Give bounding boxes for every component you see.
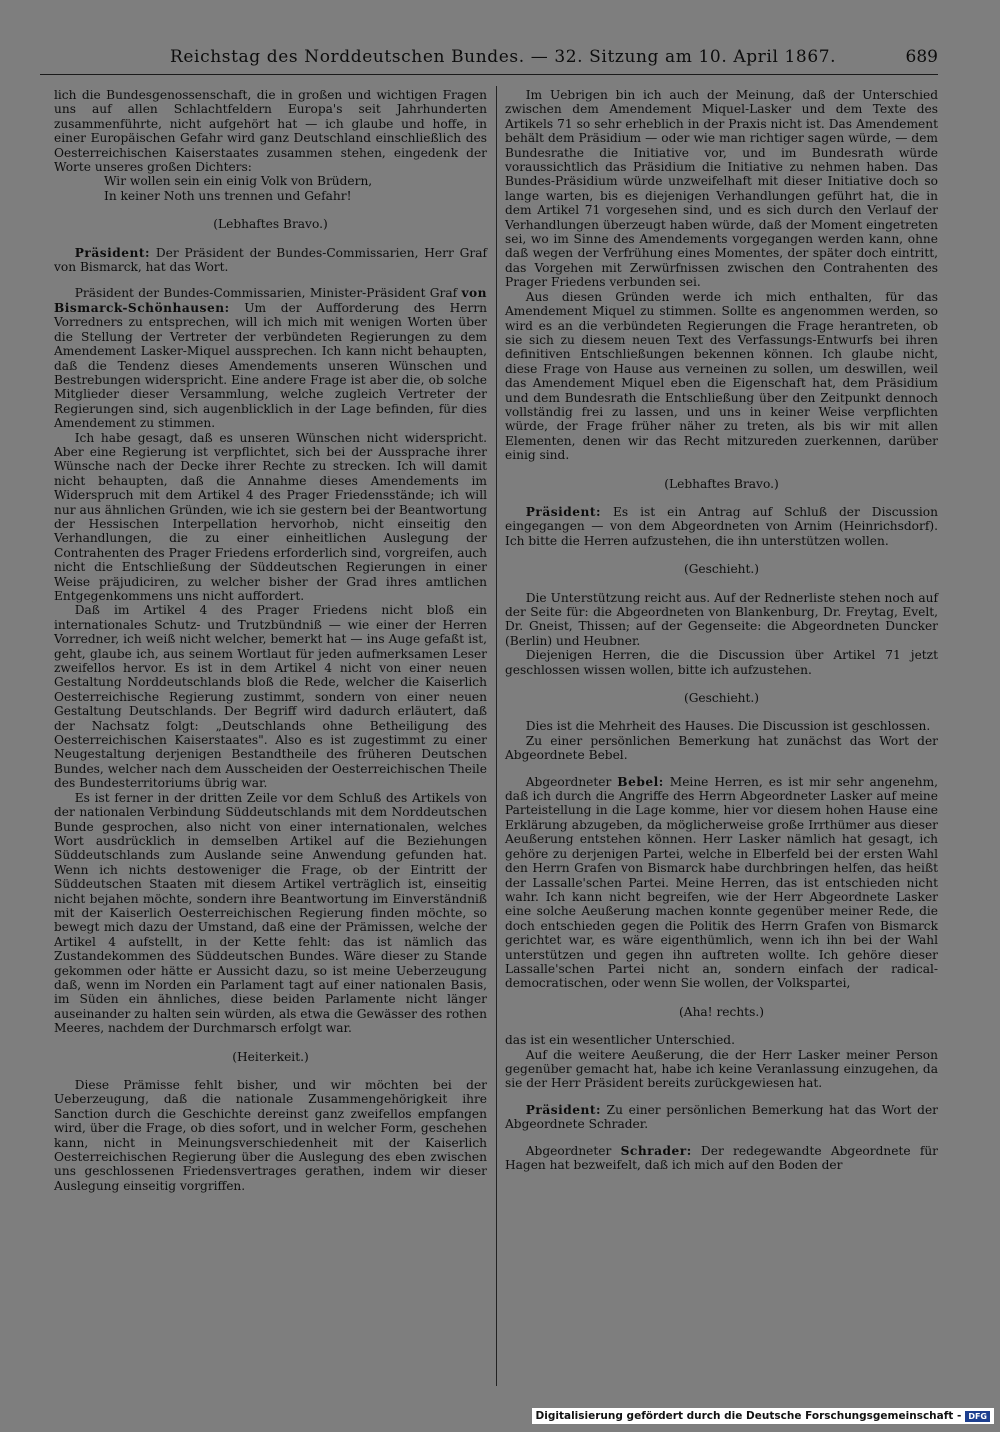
stage-direction: (Geschieht.) bbox=[683, 691, 760, 706]
speaker-name: Präsident: bbox=[74, 245, 150, 260]
speaker-name: von Bismarck-Schönhausen: bbox=[54, 286, 488, 315]
paragraph bbox=[505, 505, 938, 548]
paragraph: Diese Prämisse fehlt bisher, und wir möchten bei der Ueberzeugung, daß die nationale Zusammengehörigkeit ihre Sanction durch die Geschichte dereinst ganz zweifellos empfangen wird, über die Frage, ob dies sofort, und in welcher Form, geschehen kann, nicht in Meinungsverschiedenheit mit der Kaiserlich Oesterreichischen Regierung über die Auslegung des eben zwischen uns geschlossenen Friedensvertrages gerathen, indem wir dieser Auslegung einseitig vorgriffen. bbox=[54, 1078, 487, 1193]
stage-direction: (Lebhaftes Bravo.) bbox=[664, 476, 779, 491]
paragraph: Dies ist die Mehrheit des Hauses. Die Discussion ist geschlossen. bbox=[525, 719, 931, 734]
paragraph: Aus diesen Gründen werde ich mich enthalten, für das Amendement Miquel zu stimmen. Sollte es angenommen werden, so wird es an die verbündeten Regierungen die Frage herantreten, ob sie sich zu diesem neuen Text des Verfassungs-Entwurfs bei ihren definitiven Entschließungen bekennen können. Ich glaube nicht, diese Frage von Hause aus verneinen zu sollen, um deswillen, weil das Amendement Miquel eben die Eigenschaft hat, dem Präsidium und dem Bundesrath die Entschließung über den Zeitpunkt dennoch vollständig frei zu lassen, und uns in keiner Weise verpflichten würde, der Frage früher näher zu treten, als bis wir mit allen Elementen, denen wir das Recht mitzureden zuerkennen, darüber einig sind. bbox=[505, 289, 938, 463]
paragraph: lich die Bundesgenossenschaft, die in großen und wichtigen Fragen uns auf allen Schlachtfeldern Europa's seit Jahrhunderten zusammenführte, nicht aufgehört hat — ich glaube und hoffe, in einer Europäischen Gefahr wird ganz Deutschland einschließlich des Oesterreichischen Kaiserstaates zusammen stehen, eingedenk der Worte unseres großen Dichters: bbox=[54, 88, 487, 175]
speaker-name: Präsident: bbox=[525, 1102, 601, 1117]
speech-text: Zu einer persönlichen Bemerkung hat das Wort der Abgeordnete Schrader. bbox=[505, 1102, 938, 1132]
speech-text: Meine Herren, es ist mir sehr angenehm, daß ich durch die Angriffe des Herrn Abgeordneter Lasker auf meine Parteistellung in die Lage komme, hier vor diesem hohen Hause eine Erklärung abzugeben, da möglicherweise große Irrthümer aus dieser Aeußerung entstehen können. Herr Lasker nämlich hat gesagt, ich gehöre zu derjenigen Partei, welche in Elberfeld bei der ersten Wahl den Herrn Grafen von Bismarck habe durchbringen helfen, das heißt der Lassalle'schen Partei. Meine Herren, das ist entschieden nicht wahr. Ich kann nicht begreifen, wie der Herr Abgeordnete Lasker eine solche Aeußerung machen konnte gegenüber meiner Rede, die doch entschieden gegen die Politik des Herrn Grafen von Bismarck gerichtet war, es wäre eigenthümlich, wenn ich ihn bei der Wahl unterstützen und gegen ihn auftreten wollte. Ich gehöre dieser Lassalle'schen Partei nicht an, sondern einfach der radical-democratischen, oder wenn Sie wollen, der Volkspartei, bbox=[505, 774, 938, 991]
speech-text: Der redegewandte Abgeordnete für Hagen hat bezweifelt, daß ich mich auf den Boden der bbox=[505, 1143, 939, 1172]
speaker-intro: Präsident der Bundes-Commissarien, Minister-Präsident Graf bbox=[74, 286, 458, 301]
speaker-intro: Abgeordneter bbox=[525, 1143, 612, 1158]
verse-line: In keiner Noth uns trennen und Gefahr! bbox=[104, 188, 352, 203]
stage-direction: (Heiterkeit.) bbox=[232, 1049, 309, 1064]
paragraph: Ich habe gesagt, daß es unseren Wünschen nicht widerspricht. Aber eine Regierung ist verpflichtet, sich bei der Aussprache ihrer Wünsche nach der Decke ihrer Rechte zu strecken. Ich will damit nicht behaupten, daß die Annahme dieses Amendements im Widerspruch mit dem Artikel 4 des Prager Friedensstände; ich will nur aus ähnlichen Gründen, wie ich sie gestern bei der Beantwortung der Hessischen Interpellation hervorhob, nicht einseitig den Verhandlungen, die zu einer einheitlichen Auslegung der Contrahenten des Prager Friedens erforderlich sind, vorgreifen, auch nicht die Entschließung der Süddeutschen Regierungen in einer Weise präjudiciren, zu welcher bisher der Grad ihres amtlichen Entgegenkommens uns nicht auffordert. bbox=[54, 430, 487, 603]
running-title: Reichstag des Norddeutschen Bundes. — 32. Sitzung am 10. April 1867. bbox=[170, 47, 837, 67]
column-divider bbox=[496, 86, 497, 1386]
paragraph: Daß im Artikel 4 des Prager Friedens nicht bloß ein internationales Schutz- und Trutzbündniß — wie einer der Herren Vorredner, ich weiß nicht welcher, bemerkt hat — ins Auge gefaßt ist, geht, glaube ich, aus seinem Wortlaut für jeden aufmerksamen Leser zweifellos hervor. Es ist in dem Artikel 4 nicht von einer neuen Gestaltung Norddeutschlands bloß die Rede, welcher die Kaiserlich Oesterreichische Regierung zustimmt, sondern von einer neuen Gestaltung Deutschlands. Der Begriff wird dadurch erläutert, daß der Nachsatz folgt: „Deutschlands ohne Betheiligung des Oesterreichischen Kaiserstaates". Also es ist zugestimmt zu einer Neugestaltung derjenigen Bestandtheile des früheren Deutschen Bundes, welcher nach dem Ausscheiden der Oesterreichischen Theile des Bundesterritoriums übrig war. bbox=[54, 603, 487, 791]
stage-direction: (Lebhaftes Bravo.) bbox=[213, 217, 328, 232]
right-column bbox=[505, 88, 938, 1172]
paragraph: Auf die weitere Aeußerung, die der Herr Lasker meiner Person gegenüber gemacht hat, habe ich keine Veranlassung einzugehen, da sie der Herr Präsident bereits zurückgewiesen hat. bbox=[505, 1047, 938, 1091]
speaker-name: Bebel: bbox=[617, 774, 664, 789]
speaker-intro: Abgeordneter bbox=[525, 774, 612, 789]
paragraph bbox=[505, 1144, 938, 1173]
funding-footer bbox=[532, 1408, 994, 1424]
speaker-name: Schrader: bbox=[620, 1143, 692, 1158]
speech-text: Um der Aufforderung des Herrn Vorredners zu entsprechen, will ich mich mit wenigen Worten über die Stellung der Vertreter der verbündeten Regierungen zu dem Amendement Lasker-Miquel aussprechen. Ich kann nicht behaupten, daß die Tendenz dieses Amendements unseren Wünschen und Bestrebungen widerspricht. Eine andere Frage ist aber die, ob solche Mitglieder dieser Versammlung, welche zugleich Vertreter der Regierungen sind, sich augenblicklich in der Lage befinden, für dies Amendement zu stimmen. bbox=[54, 300, 488, 431]
paragraph bbox=[505, 1103, 938, 1132]
page-header bbox=[40, 44, 938, 75]
dfg-logo: DFG bbox=[965, 1411, 990, 1422]
paragraph: Diejenigen Herren, die die Discussion über Artikel 71 jetzt geschlossen wissen wollen, bitte ich aufzustehen. bbox=[505, 648, 938, 677]
stage-direction: (Geschieht.) bbox=[683, 562, 760, 577]
paragraph: Im Uebrigen bin ich auch der Meinung, daß der Unterschied zwischen dem Amendement Miquel-Lasker und dem Texte des Artikels 71 so sehr erheblich in der Praxis nicht ist. Das Amendement behält dem Präsidium — oder wie man richtiger sagen würde, — dem Bundesrathe die Initiative vor, und im Bundesrath würde voraussichtlich das Präsidium die Initiative zu nehmen haben. Das Bundes-Präsidium würde unzweifelhaft mit dieser Initiative doch so lange warten, bis es diejenigen Verhandlungen geführt hat, die in dem Artikel 71 vorgesehen sind, und es sich durch den Verlauf der Verhandlungen überzeugt haben würde, daß der Moment eingetreten sei, wo im Sinne des Amendements vorgegangen werden kann, ohne daß wegen der Verfrühung eines Momentes, der später doch eintritt, das Vorgehen mit Zerwürfnissen zwischen den Contrahenten des Prager Friedens verbunden sei. bbox=[505, 88, 938, 290]
paragraph: das ist ein wesentlicher Unterschied. bbox=[505, 1033, 735, 1048]
stage-direction: (Aha! rechts.) bbox=[679, 1004, 764, 1019]
footer-text: Digitalisierung gefördert durch die Deutsche Forschungsgemeinschaft - bbox=[535, 1410, 962, 1422]
speech-text: Es ist ein Antrag auf Schluß der Discussion eingegangen — von dem Abgeordneten von Arnim (Heinrichsdorf). Ich bitte die Herren aufzustehen, die ihn unterstützen wollen. bbox=[505, 504, 938, 548]
paragraph: Die Unterstützung reicht aus. Auf der Rednerliste stehen noch auf der Seite für: die Abgeordneten von Blankenburg, Dr. Freytag, Evelt, Dr. Gneist, Thissen; auf der Gegenseite: die Abgeordneten Duncker (Berlin) und Heubner. bbox=[505, 590, 938, 648]
paragraph bbox=[54, 286, 487, 430]
verse-line: Wir wollen sein ein einig Volk von Brüdern, bbox=[104, 174, 373, 189]
paragraph bbox=[505, 775, 938, 991]
paragraph: Zu einer persönlichen Bemerkung hat zunächst das Wort der Abgeordnete Bebel. bbox=[505, 733, 938, 763]
speaker-name: Präsident: bbox=[525, 504, 601, 519]
left-column bbox=[54, 88, 487, 1193]
paragraph: Es ist ferner in der dritten Zeile vor dem Schluß des Artikels von der nationalen Verbindung Süddeutschlands mit dem Norddeutschen Bunde gesprochen, also nicht von einer internationalen, welches Wort ausdrücklich in demselben Artikel auf die Beziehungen Süddeutschlands zum Auslande seine Anwendung gefunden hat. Wenn ich nichts destoweniger die Frage, ob der Eintritt der Süddeutschen Staaten mit diesem Artikel verträglich ist, einseitig nicht bejahen möchte, sondern ihre Beantwortung im Einverständniß mit der Kaiserlich Oesterreichischen Regierung finden möchte, so bewegt mich dazu der Umstand, daß eine der Prämissen, welche der Artikel 4 aufstellt, in der Kette fehlt: das ist nämlich das Zustandekommen des Süddeutschen Bundes. Wäre dieser zu Stande gekommen oder hätte er Aussicht dazu, so ist meine Ueberzeugung daß, wenn im Norden ein Parlament tagt auf einer nationalen Basis, im Süden ein ähnliches, diese beiden Parlamente nicht länger auseinander zu halten sein würden, als etwa die Gewässer des rothen Meeres, nachdem der Durchmarsch erfolgt war. bbox=[54, 790, 487, 1036]
speech-text: Der Präsident der Bundes-Commissarien, Herr Graf von Bismarck, hat das Wort. bbox=[54, 245, 488, 275]
paragraph bbox=[54, 246, 487, 275]
page-number: 689 bbox=[905, 47, 938, 67]
